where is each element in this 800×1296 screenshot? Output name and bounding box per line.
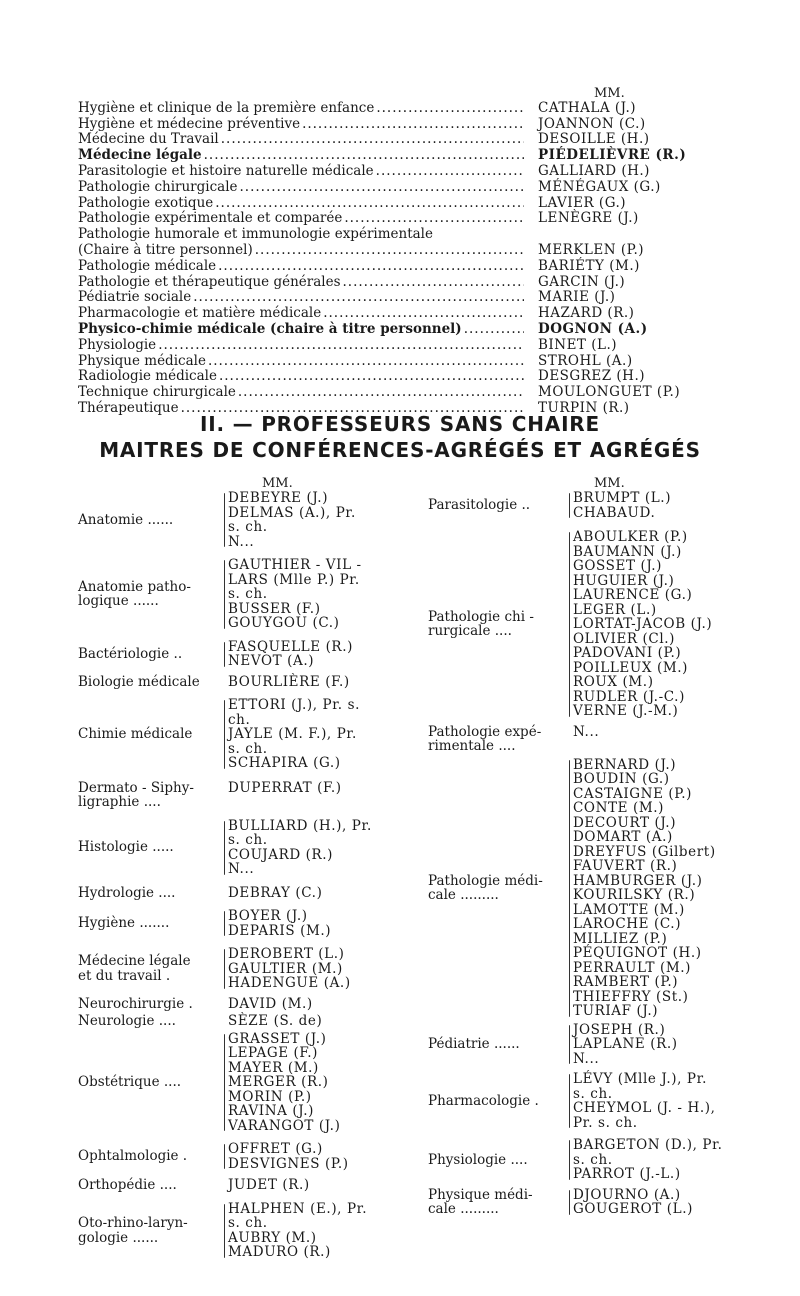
discipline-entry	[78, 886, 408, 901]
discipline-names: BULLIARD (H.), Pr. s. ch. COUJARD (R.) N...	[228, 817, 372, 877]
chair-professor: GALLIARD (H.)	[538, 162, 650, 179]
discipline-subject: Physiologie ....	[428, 1151, 528, 1168]
discipline-subject: Médecine légale et du travail .	[78, 953, 191, 984]
chair-professor: HAZARD (R.)	[538, 305, 635, 322]
discipline-subject: Pathologie expé- rimentale ....	[428, 723, 542, 754]
brace	[224, 642, 225, 667]
discipline-names: DEBRAY (C.)	[228, 884, 323, 901]
discipline-names: JUDET (R.)	[228, 1177, 310, 1193]
discipline-names: DAVID (M.)	[228, 995, 313, 1012]
brace	[569, 1025, 570, 1065]
brace	[224, 821, 225, 875]
discipline-entry	[78, 491, 408, 549]
chair-professor: MÉNÉGAUX (G.)	[538, 178, 661, 195]
chair-professor: DESOILLE (H.)	[538, 131, 650, 148]
leader-dots	[218, 259, 524, 274]
discipline-subject: Oto-rhino-laryn- gologie ......	[78, 1215, 188, 1246]
discipline-subject: Pathologie médi- cale .........	[428, 872, 543, 903]
discipline-names: N...	[573, 723, 600, 740]
brace	[569, 1140, 570, 1180]
chair-subject: Physico-chimie médicale (chaire à titre personnel)	[78, 320, 462, 337]
chair-subject: Médecine légale	[78, 147, 202, 164]
chair-subject: Radiologie médicale	[78, 368, 217, 385]
chair-professor: LENÈGRE (J.)	[538, 210, 639, 227]
discipline-subject: Anatomie ......	[78, 511, 174, 528]
chair-row	[78, 100, 688, 116]
discipline-subject: Neurologie ....	[78, 1013, 176, 1029]
chair-subject: Pathologie et thérapeutique générales	[78, 273, 341, 290]
discipline-entry	[78, 781, 408, 810]
discipline-entry	[428, 758, 788, 1019]
chair-subject: Physiologie	[78, 336, 157, 353]
chair-subject: Pathologie humorale et immunologie expérimentale	[78, 226, 433, 243]
brace	[224, 1144, 225, 1169]
discipline-names: LÉVY (Mlle J.), Pr. s. ch. CHEYMOL (J. - H.), Pr. s. ch.	[573, 1071, 716, 1131]
discipline-entry	[78, 1014, 408, 1029]
brace	[569, 493, 570, 518]
brace	[569, 1074, 570, 1128]
discipline-subject: Obstétrique ....	[78, 1074, 182, 1090]
discipline-subject: Hygiène .......	[78, 915, 170, 932]
discipline-entry	[428, 1188, 788, 1217]
brace	[569, 1190, 570, 1215]
mm-header-top: MM.	[594, 86, 625, 101]
chair-professor: TURPIN (R.)	[538, 399, 630, 416]
discipline-names: DUPERRAT (F.)	[228, 779, 342, 796]
brace	[224, 911, 225, 936]
chair-subject: Pathologie chirurgicale	[78, 178, 238, 195]
leader-dots	[204, 148, 524, 163]
chair-row	[78, 290, 688, 306]
chair-row	[78, 321, 688, 337]
chair-subject: Hygiène et médecine préventive	[78, 115, 301, 132]
discipline-subject: Pédiatrie ......	[428, 1036, 520, 1052]
chair-professor: MARIE (J.)	[538, 289, 616, 306]
discipline-subject: Anatomie patho- logique ......	[78, 578, 191, 610]
discipline-entry	[78, 819, 408, 877]
chair-professor: MOULONGUET (P.)	[538, 384, 681, 401]
discipline-entry	[428, 1138, 788, 1182]
discipline-subject: Parasitologie ..	[428, 497, 531, 514]
discipline-names: DJOURNO (A.) GOUGEROT (L.)	[573, 1186, 693, 1217]
mm-header-left: MM.	[262, 476, 293, 491]
chair-subject: Pathologie médicale	[78, 257, 217, 274]
discipline-names: GAUTHIER - VIL - LARS (Mlle P.) Pr. s. ch. BUSSER (F.) GOUYGOU (C.)	[228, 557, 362, 631]
leader-dots	[464, 322, 524, 337]
chair-row	[78, 305, 688, 321]
leader-dots	[193, 290, 524, 305]
discipline-entry	[78, 947, 408, 991]
chair-subject: Hygiène et clinique de la première enfance	[78, 99, 375, 116]
discipline-names: DEBEYRE (J.) DELMAS (A.), Pr. s. ch. N...	[228, 490, 356, 550]
discipline-subject: Ophtalmologie .	[78, 1148, 188, 1165]
chair-subject: Thérapeutique	[78, 399, 179, 416]
discipline-subject: Neurochirurgie .	[78, 995, 193, 1012]
discipline-entry	[78, 1178, 408, 1193]
discipline-entry	[78, 558, 408, 631]
discipline-names: HALPHEN (E.), Pr. s. ch. AUBRY (M.) MADURO (R.)	[228, 1200, 368, 1260]
chair-row	[78, 132, 688, 148]
leader-dots	[221, 132, 524, 147]
leader-dots	[323, 306, 524, 321]
discipline-names: ETTORI (J.), Pr. s. ch. JAYLE (M. F.), Pr. s. ch. SCHAPIRA (G.)	[228, 697, 360, 771]
discipline-names: BOYER (J.) DEPARIS (M.)	[228, 908, 332, 939]
chair-professor: MERKLEN (P.)	[538, 241, 645, 258]
leader-dots	[255, 243, 524, 258]
discipline-entry	[78, 1142, 408, 1171]
chair-professor: DESGREZ (H.)	[538, 368, 645, 385]
discipline-subject: Pharmacologie .	[428, 1092, 539, 1109]
discipline-subject: Histologie .....	[78, 839, 174, 856]
chair-professor: GARCIN (J.)	[538, 273, 626, 290]
discipline-names: GRASSET (J.) LEPAGE (F.) MAYER (M.) MERGER (R.) MORIN (P.) RAVINA (J.) VARANGOT (J.)	[228, 1030, 341, 1134]
chair-professor: LAVIER (G.)	[538, 194, 627, 211]
discipline-names: ABOULKER (P.) BAUMANN (J.) GOSSET (J.) HUGUIER (J.) LAURENCE (G.) LEGER (L.) LORTAT-JACOB (J.) OLIVIER (Cl.) PADOVANI (P.) POILLEUX (M.) ROUX (M.) RUDLER (J.-C.) VERNE (J.-M.)	[573, 529, 713, 719]
chair-row	[78, 369, 688, 385]
discipline-subject: Bactériologie ..	[78, 645, 183, 662]
discipline-subject: Pathologie chi - rurgicale ....	[428, 608, 534, 640]
discipline-names: BARGETON (D.), Pr. s. ch. PARROT (J.-L.)	[573, 1137, 723, 1182]
section-title-line2: MAITRES DE CONFÉRENCES-AGRÉGÉS ET AGRÉGÉS	[99, 438, 701, 462]
discipline-entry	[78, 1032, 408, 1134]
discipline-entry	[78, 909, 408, 938]
leader-dots	[343, 275, 524, 290]
discipline-names: OFFRET (G.) DESVIGNES (P.)	[228, 1141, 349, 1172]
brace	[224, 493, 225, 547]
chair-row	[78, 211, 688, 227]
discipline-entry	[428, 491, 788, 520]
chair-subject: (Chaire à titre personnel)	[78, 241, 253, 258]
discipline-subject: Hydrologie ....	[78, 884, 176, 901]
chair-subject: Pharmacologie et matière médicale	[78, 305, 322, 322]
discipline-names: BRUMPT (L.) CHABAUD.	[573, 490, 672, 521]
chair-row	[78, 258, 688, 274]
brace	[569, 760, 570, 1017]
chair-professor: CATHALA (J.)	[538, 99, 637, 116]
section-title-line1: II. — PROFESSEURS SANS CHAIRE	[200, 412, 600, 436]
discipline-entry	[428, 530, 788, 719]
brace	[569, 532, 570, 717]
chair-subject: Pathologie exotique	[78, 194, 214, 211]
chair-row	[78, 116, 688, 132]
leader-dots	[344, 211, 524, 226]
chair-subject: Technique chirurgicale	[78, 384, 236, 401]
chair-row	[78, 337, 688, 353]
discipline-entry	[78, 997, 408, 1012]
leader-dots	[376, 164, 524, 179]
leader-dots	[238, 385, 524, 400]
chair-subject: Médecine du Travail	[78, 131, 219, 148]
chair-row	[78, 242, 688, 258]
chair-professor: DOGNON (A.)	[538, 320, 648, 337]
leader-dots	[215, 196, 524, 211]
discipline-names: JOSEPH (R.) LAPLANE (R.) N...	[573, 1021, 678, 1067]
brace	[224, 700, 225, 769]
brace	[224, 1034, 225, 1132]
chair-row	[78, 147, 688, 163]
chair-row	[78, 274, 688, 290]
chair-row	[78, 195, 688, 211]
chair-row	[78, 353, 688, 369]
discipline-entry	[78, 1202, 408, 1260]
right-column	[428, 490, 788, 1217]
discipline-names: FASQUELLE (R.) NEVOT (A.)	[228, 638, 353, 669]
chair-professor: BARIÉTY (M.)	[538, 257, 640, 274]
discipline-subject: Physique médi- cale .........	[428, 1186, 533, 1217]
leader-dots	[240, 180, 524, 195]
discipline-entry	[428, 1023, 788, 1067]
leader-dots	[302, 117, 524, 132]
chair-subject: Pédiatrie sociale	[78, 289, 192, 306]
left-column	[78, 490, 408, 1260]
discipline-entry	[78, 640, 408, 669]
discipline-subject: Chimie médicale	[78, 726, 193, 742]
discipline-subject: Biologie médicale	[78, 673, 200, 690]
chair-subject: Parasitologie et histoire naturelle médicale	[78, 162, 374, 179]
chair-row	[78, 163, 688, 179]
discipline-subject: Dermato - Siphy- ligraphie ....	[78, 779, 194, 810]
chair-row	[78, 226, 688, 242]
chair-professor: PIÉDELIÈVRE (R.)	[538, 147, 687, 164]
chair-row	[78, 179, 688, 195]
discipline-names: BERNARD (J.) BOUDIN (G.) CASTAIGNE (P.) CONTE (M.) DECOURT (J.) DOMART (A.) DREYFUS (Gilbert) FAUVERT (R.) HAMBURGER (J.) KOURILSKY (R.) LAMOTTE (M.) LAROCHE (C.) MILLIEZ (P.) PÉQUIGNOT (H.) PERRAULT (M.) RAMBERT (P.) THIEFFRY (St.) TURIAF (J.)	[573, 756, 716, 1019]
brace	[224, 949, 225, 989]
discipline-entry	[78, 675, 408, 690]
discipline-entry	[78, 698, 408, 771]
discipline-entry	[428, 725, 788, 754]
chair-professor: BINET (L.)	[538, 336, 618, 353]
chairs-list	[78, 100, 688, 416]
discipline-names: BOURLIÈRE (F.)	[228, 673, 350, 690]
leader-dots	[376, 101, 524, 116]
chair-professor: STROHL (A.)	[538, 352, 633, 369]
leader-dots	[219, 369, 524, 384]
chair-professor: JOANNON (C.)	[538, 115, 646, 132]
discipline-entry	[428, 1072, 788, 1130]
leader-dots	[158, 338, 524, 353]
discipline-names: SÈZE (S. de)	[228, 1013, 323, 1029]
chair-subject: Physique médicale	[78, 352, 206, 369]
mm-header-right: MM.	[594, 476, 625, 491]
leader-dots	[208, 354, 524, 369]
discipline-names: DEROBERT (L.) GAULTIER (M.) HADENGUE (A.)	[228, 946, 351, 991]
brace	[224, 1204, 225, 1258]
brace	[224, 560, 225, 629]
chair-row	[78, 384, 688, 400]
discipline-subject: Orthopédie ....	[78, 1177, 177, 1193]
chair-subject: Pathologie expérimentale et comparée	[78, 210, 343, 227]
